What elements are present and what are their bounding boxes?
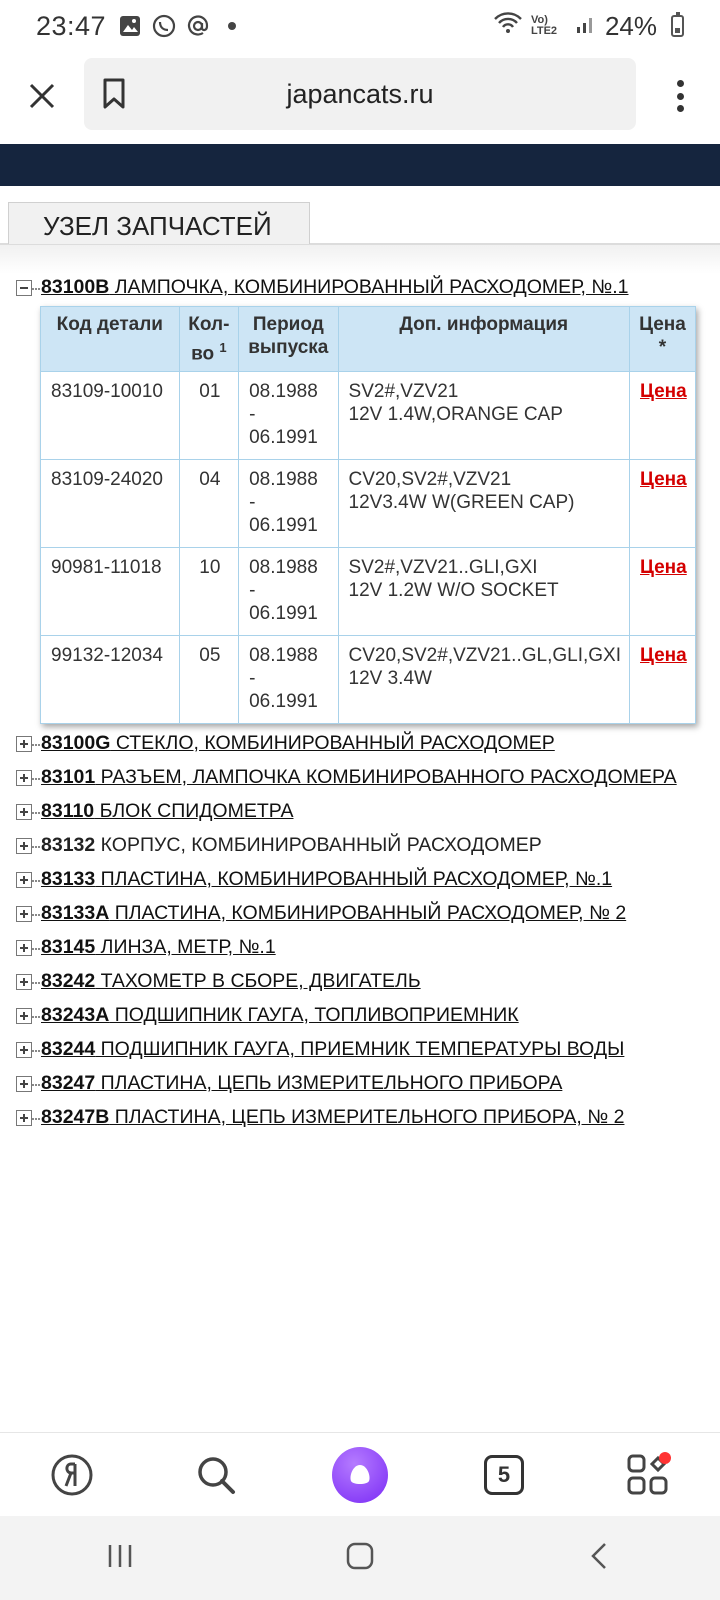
tree-connector bbox=[32, 288, 40, 290]
tree-item-name: ЛАМПОЧКА, КОМБИНИРОВАННЫЙ РАСХОДОМЕР, №.1 bbox=[109, 276, 629, 298]
yandex-home-button[interactable] bbox=[37, 1440, 107, 1510]
system-status bbox=[493, 11, 684, 42]
tree-item bbox=[16, 862, 716, 896]
tree-item-link[interactable]: 83100G СТЕКЛО, КОМБИНИРОВАННЫЙ РАСХОДОМЕР bbox=[41, 732, 555, 755]
tree-connector bbox=[32, 880, 40, 882]
system-navigation-bar bbox=[0, 1516, 720, 1600]
part-info: SV2#,VZV21 12V 1.4W,ORANGE CAP bbox=[338, 372, 629, 460]
tree-item-link[interactable]: 83145 ЛИНЗА, МЕТР, №.1 bbox=[41, 936, 276, 959]
header-code: Код детали bbox=[41, 307, 180, 372]
expand-toggle-icon[interactable] bbox=[16, 940, 32, 956]
expand-toggle-icon[interactable] bbox=[16, 804, 32, 820]
expand-toggle-icon[interactable] bbox=[16, 736, 32, 752]
status-time: 23:47 bbox=[36, 10, 107, 41]
part-period: 08.1988 - 06.1991 bbox=[239, 372, 338, 460]
parts-tree bbox=[16, 270, 716, 1134]
browser-toolbar bbox=[0, 52, 720, 140]
site-header-strip bbox=[0, 144, 720, 186]
yandex-logo-icon bbox=[50, 1453, 94, 1497]
tree-item-link[interactable]: 83133 ПЛАСТИНА, КОМБИНИРОВАННЫЙ РАСХОДОМЕР, №.1 bbox=[41, 868, 613, 891]
part-info: SV2#,VZV21..GLI,GXI 12V 1.2W W/O SOCKET bbox=[338, 548, 629, 636]
at-sign-icon bbox=[186, 14, 210, 38]
table-header-row bbox=[41, 307, 696, 372]
table-row bbox=[41, 372, 696, 460]
tree-item-link[interactable]: 83101 РАЗЪЕМ, ЛАМПОЧКА КОМБИНИРОВАННОГО РАСХОДОМЕРА bbox=[41, 766, 677, 789]
tree-connector bbox=[32, 1016, 40, 1018]
header-qty: Кол- во $^1$ bbox=[179, 307, 239, 372]
gallery-icon bbox=[118, 14, 142, 38]
tree-item-link[interactable]: 83110 БЛОК СПИДОМЕТРА bbox=[41, 800, 294, 823]
table-row bbox=[41, 548, 696, 636]
tree-connector bbox=[32, 778, 40, 780]
tree-item-link[interactable]: 83242 ТАХОМЕТР В СБОРЕ, ДВИГАТЕЛЬ bbox=[41, 970, 421, 993]
tree-item bbox=[16, 794, 716, 828]
expand-toggle-icon[interactable] bbox=[16, 974, 32, 990]
tree-connector bbox=[32, 812, 40, 814]
alice-assistant-button[interactable] bbox=[325, 1440, 395, 1510]
part-price-cell bbox=[630, 372, 696, 460]
url-text[interactable]: japancats.ru bbox=[286, 78, 434, 109]
notification-badge bbox=[659, 1452, 671, 1464]
menu-dot-icon bbox=[677, 105, 684, 112]
tree-item-expanded bbox=[16, 270, 716, 304]
tree-item bbox=[16, 930, 716, 964]
tree-item bbox=[16, 726, 716, 760]
services-menu-button[interactable] bbox=[613, 1440, 683, 1510]
home-icon bbox=[345, 1541, 375, 1571]
status-bar bbox=[0, 0, 720, 52]
part-price-cell bbox=[630, 548, 696, 636]
home-button[interactable] bbox=[345, 1541, 375, 1576]
tree-item bbox=[16, 760, 716, 794]
network-type-label: Vo) LTE2 bbox=[530, 14, 558, 37]
tree-connector bbox=[32, 1084, 40, 1086]
tree-connector bbox=[32, 1050, 40, 1052]
part-qty: 05 bbox=[179, 636, 239, 724]
part-period: 08.1988 - 06.1991 bbox=[239, 636, 338, 724]
part-period: 08.1988 - 06.1991 bbox=[239, 548, 338, 636]
tree-item bbox=[16, 964, 716, 998]
battery-icon bbox=[671, 15, 684, 37]
collapse-toggle-icon[interactable] bbox=[16, 280, 32, 296]
tree-item bbox=[16, 998, 716, 1032]
back-icon bbox=[585, 1541, 615, 1571]
section-tab[interactable]: УЗЕЛ ЗАПЧАСТЕЙ bbox=[8, 202, 310, 244]
part-info: CV20,SV2#,VZV21..GL,GLI,GXI 12V 3.4W bbox=[338, 636, 629, 724]
tree-item-link[interactable]: 83243A ПОДШИПНИК ГАУГА, ТОПЛИВОПРИЕМНИК bbox=[41, 1004, 519, 1027]
tree-connector bbox=[32, 982, 40, 984]
part-period: 08.1988 - 06.1991 bbox=[239, 460, 338, 548]
expand-toggle-icon[interactable] bbox=[16, 872, 32, 888]
part-code: 90981-11018 bbox=[41, 548, 180, 636]
part-code: 99132-12034 bbox=[41, 636, 180, 724]
bookmark-icon bbox=[102, 78, 126, 110]
expand-toggle-icon[interactable] bbox=[16, 1110, 32, 1126]
tree-item-link[interactable]: 83247B ПЛАСТИНА, ЦЕПЬ ИЗМЕРИТЕЛЬНОГО ПРИБОРА, № 2 bbox=[41, 1106, 625, 1129]
tree-item bbox=[16, 1100, 716, 1134]
wifi-icon bbox=[493, 11, 523, 42]
tree-item-code: 83100B bbox=[41, 276, 110, 298]
parts-table-container bbox=[40, 306, 696, 724]
expand-toggle-icon[interactable] bbox=[16, 1008, 32, 1024]
part-qty: 04 bbox=[179, 460, 239, 548]
notification-icons bbox=[118, 14, 244, 38]
tree-item-link[interactable]: 83133A ПЛАСТИНА, КОМБИНИРОВАННЫЙ РАСХОДОМЕР, № 2 bbox=[41, 902, 627, 925]
price-link[interactable]: Цена bbox=[640, 469, 687, 491]
tree-connector bbox=[32, 846, 40, 848]
menu-dot-icon bbox=[677, 93, 684, 100]
recent-apps-button[interactable] bbox=[105, 1541, 135, 1576]
tree-item bbox=[16, 1066, 716, 1100]
signal-icon bbox=[575, 11, 597, 42]
expand-toggle-icon[interactable] bbox=[16, 1042, 32, 1058]
header-info: Доп. информация bbox=[338, 307, 629, 372]
tree-item-link[interactable]: 83244 ПОДШИПНИК ГАУГА, ПРИЕМНИК ТЕМПЕРАТУРЫ ВОДЫ bbox=[41, 1038, 625, 1061]
part-price-cell bbox=[630, 636, 696, 724]
tree-connector bbox=[32, 948, 40, 950]
battery-percent: 24% bbox=[604, 10, 657, 41]
tree-item-link[interactable]: 83247 ПЛАСТИНА, ЦЕПЬ ИЗМЕРИТЕЛЬНОГО ПРИБОРА bbox=[41, 1072, 563, 1095]
tree-item-link[interactable] bbox=[41, 270, 629, 304]
tree-connector bbox=[32, 744, 40, 746]
address-bar[interactable] bbox=[84, 58, 636, 130]
alice-icon bbox=[332, 1447, 388, 1503]
price-link[interactable]: Цена bbox=[640, 645, 687, 667]
table-row bbox=[41, 460, 696, 548]
browser-bottom-nav bbox=[0, 1432, 720, 1516]
part-qty: 01 bbox=[179, 372, 239, 460]
search-icon bbox=[195, 1454, 237, 1496]
header-price: Цена * bbox=[630, 307, 696, 372]
expand-toggle-icon[interactable] bbox=[16, 838, 32, 854]
search-button[interactable] bbox=[181, 1440, 251, 1510]
more-notifications-dot-icon bbox=[220, 14, 244, 38]
parts-table bbox=[40, 306, 696, 724]
table-row bbox=[41, 636, 696, 724]
expand-toggle-icon[interactable] bbox=[16, 1076, 32, 1092]
close-tab-button[interactable] bbox=[0, 52, 84, 140]
tree-connector bbox=[32, 1118, 40, 1120]
menu-dot-icon bbox=[677, 80, 684, 87]
tabs-count: 5 bbox=[484, 1455, 524, 1495]
expand-toggle-icon[interactable] bbox=[16, 770, 32, 786]
part-price-cell bbox=[630, 460, 696, 548]
expand-toggle-icon[interactable] bbox=[16, 906, 32, 922]
tabs-button[interactable] bbox=[469, 1440, 539, 1510]
browser-menu-button[interactable] bbox=[668, 74, 692, 118]
tree-item bbox=[16, 1032, 716, 1066]
back-button[interactable] bbox=[585, 1541, 615, 1576]
bookmark-button[interactable] bbox=[84, 58, 144, 130]
part-code: 83109-24020 bbox=[41, 460, 180, 548]
tree-item bbox=[16, 896, 716, 930]
whatsapp-icon bbox=[152, 14, 176, 38]
close-icon bbox=[28, 82, 56, 110]
part-qty: 10 bbox=[179, 548, 239, 636]
part-info: CV20,SV2#,VZV21 12V3.4W W(GREEN CAP) bbox=[338, 460, 629, 548]
tree-connector bbox=[32, 914, 40, 916]
price-link[interactable]: Цена bbox=[640, 557, 687, 579]
tree-item bbox=[16, 828, 716, 862]
price-link[interactable]: Цена bbox=[640, 381, 687, 403]
recent-apps-icon bbox=[105, 1541, 135, 1571]
header-period: Период выпуска bbox=[239, 307, 338, 372]
part-code: 83109-10010 bbox=[41, 372, 180, 460]
tree-item-text: 83132 КОРПУС, КОМБИНИРОВАННЫЙ РАСХОДОМЕР bbox=[41, 834, 542, 857]
